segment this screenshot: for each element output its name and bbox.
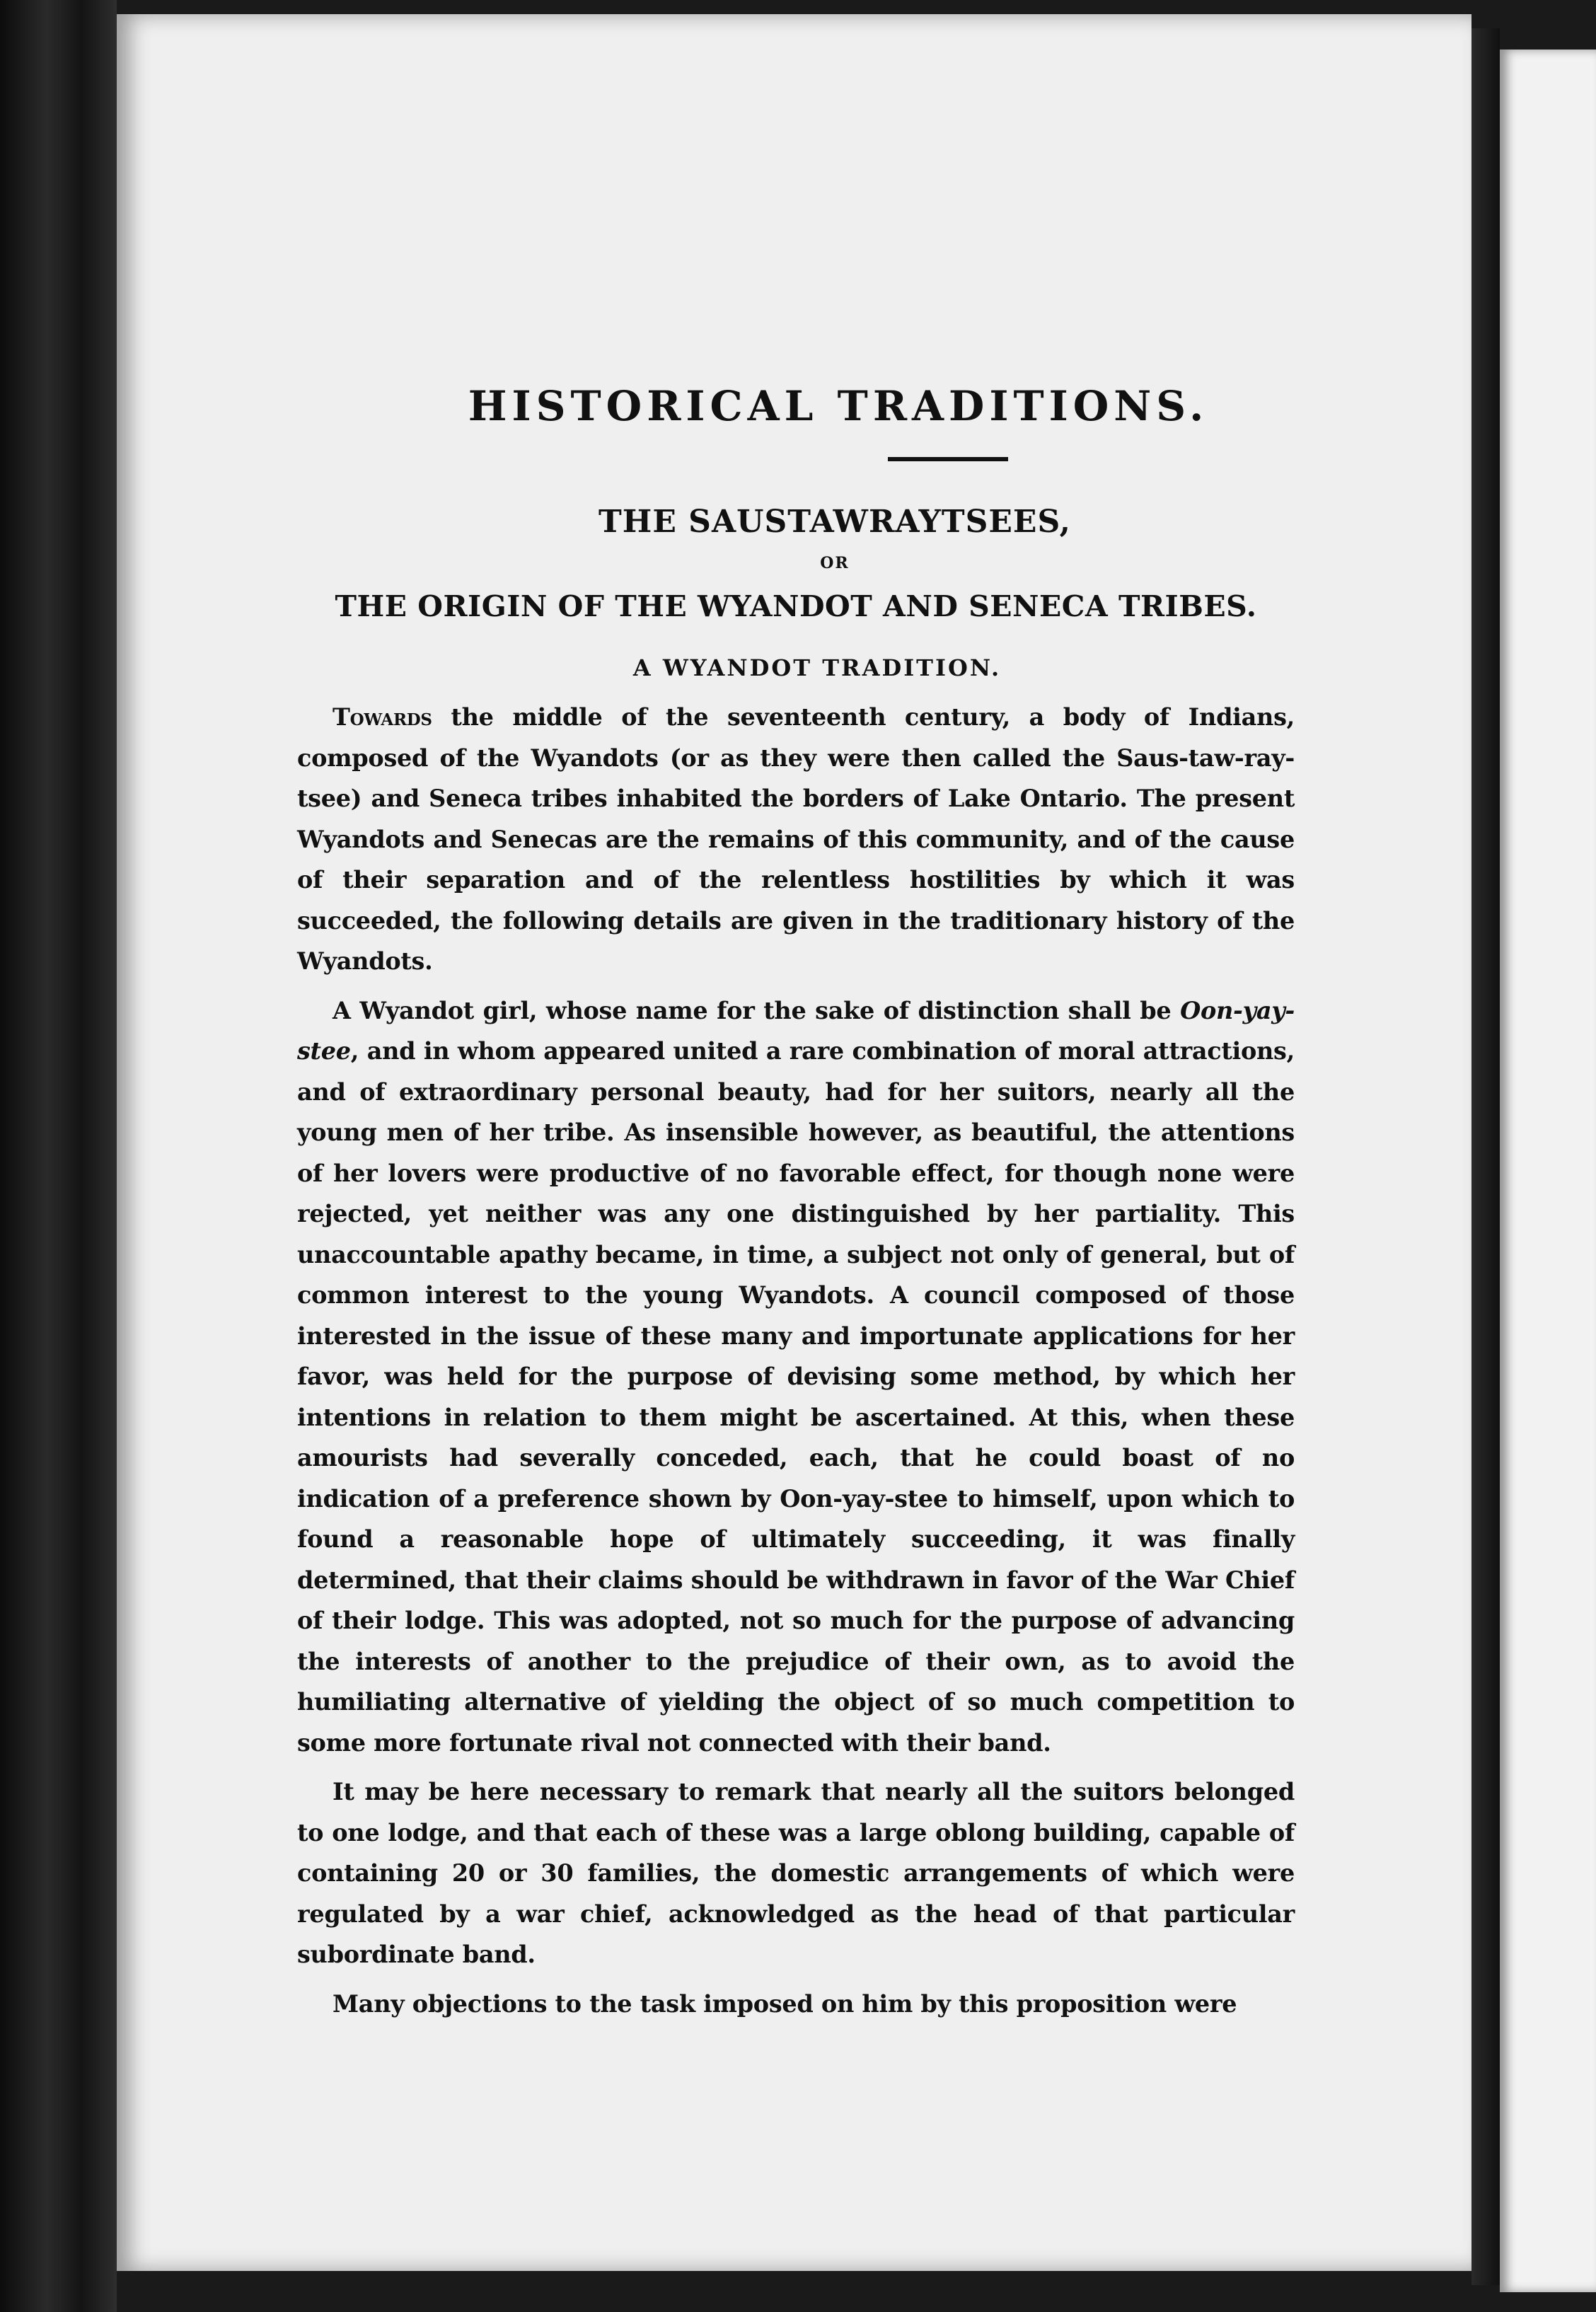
paragraph-2 [297, 990, 1295, 1764]
title-rule [888, 457, 1008, 461]
paragraph-text: It may be here necessary to remark that nearly all the suitors belonged to one lodge, and that each of these was a large oblong building, capable of containing 20 or 30 families, the domestic arrangements of which were regulated by a war chief, acknowledged as the head of that particular subordinate band. [297, 1778, 1295, 1968]
paragraph-text-after: , and in whom appeared united a rare combination of moral attractions, and of extraordinary personal beauty, had for her suitors, nearly all the young men of her tribe. As insensible however, as beautiful, the attentions of her lovers were productive of no favorable effect, for though none were rejected, yet neither was any one distinguished by her partiality. This unaccountable apathy became, in time, a subject not only of general, but of common interest to the young Wyandots. A council composed of those interested in the issue of these many and importunate applications for her favor, was held for the purpose of devising some method, by which her intentions in relation to them might be ascertained. At this, when these amourists had severally conceded, each, that he could boast of no indication of a preference shown by Oon-yay-stee to himself, upon which to found a reasonable hope of ultimately succeeding, it was finally determined, that their claims should be withdrawn in favor of the War Chief of their lodge. This was adopted, not so much for the purpose of advancing the interests of another to the prejudice of their own, as to avoid the humiliating alternative of yielding the object of so much competition to some more fortunate rival not connected with their band. [297, 1037, 1295, 1757]
paragraph-1 [297, 697, 1295, 982]
paragraph-3 [297, 1771, 1295, 1975]
paragraph-text: the middle of the seventeenth century, a body of Indians, composed of the Wyandots (or as they were then called the Saus-taw-ray-tsee) and Seneca tribes inhabited the borders of Lake Ontario. The present Wyandots and Senecas are the remains of this community, and of the cause of their separation and of the relentless hostilities by which it was succeeded, the following details are given in the traditionary history of the Wyandots. [297, 703, 1295, 975]
main-title: HISTORICAL TRADITIONS. [468, 382, 1209, 430]
page-content [297, 382, 1295, 2033]
page-gutter [1471, 28, 1500, 2285]
or-connector: OR [820, 554, 850, 572]
character-name: Oon-yay-stee [297, 996, 1295, 1065]
paragraph-lead: Towards [332, 703, 432, 731]
story-subtitle: THE ORIGIN OF THE WYANDOT AND SENECA TRIBES. [335, 589, 1257, 623]
adjacent-page-edge [1500, 50, 1596, 2292]
paragraph-text-before: A Wyandot girl, whose name for the sake of distinction shall be [332, 996, 1181, 1024]
paragraph-text: Many objections to the task imposed on him by this proposition were [332, 1989, 1237, 2018]
book-binding [0, 0, 117, 2312]
tradition-heading: A WYANDOT TRADITION. [632, 654, 1002, 681]
paragraph-4 [297, 1984, 1295, 2025]
story-title: THE SAUSTAWRAYTSEES, [598, 504, 1071, 540]
